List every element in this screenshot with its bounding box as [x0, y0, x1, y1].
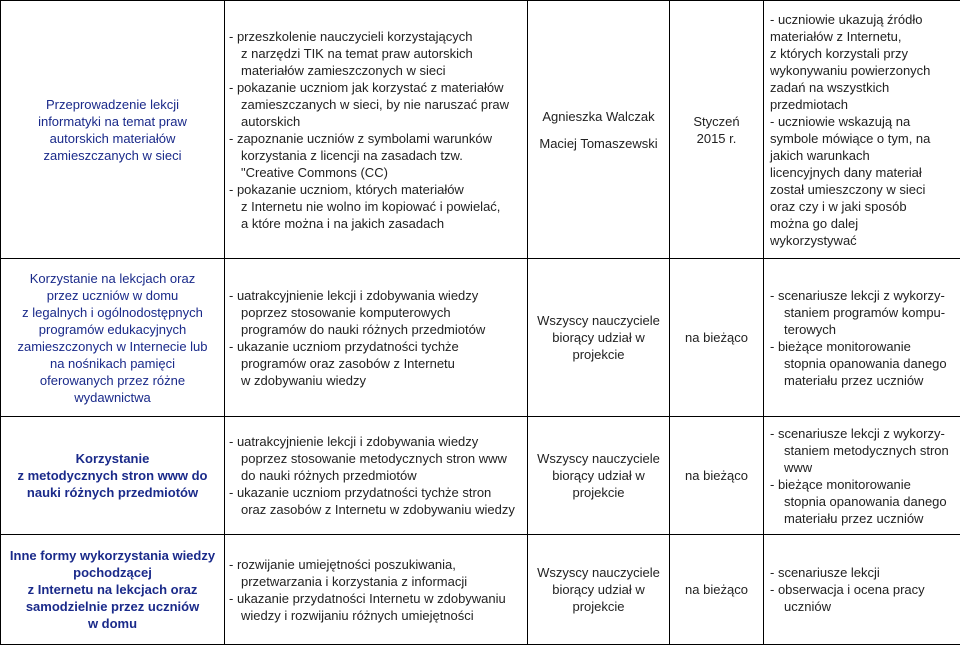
- evaluation-line: - uczniowie wskazują na: [770, 113, 911, 129]
- evaluation-line: symbole mówiące o tym, na: [770, 130, 931, 146]
- deadline-cell: [670, 417, 764, 535]
- topic-line: przez uczniów w domu: [46, 287, 179, 303]
- responsible-cell: [528, 259, 670, 417]
- evaluation-line: uczniów: [784, 599, 831, 614]
- table-row: [1, 417, 960, 535]
- topic-line: oferowanych przez różne: [39, 372, 186, 388]
- evaluation-line: - bieżące monitorowanie: [770, 338, 911, 354]
- topic-cell: [1, 1, 225, 259]
- activity-line: - ukazanie uczniom przydatności tychże stron: [229, 485, 492, 500]
- deadline-cell: [670, 1, 764, 259]
- responsible-line: Wszyscy nauczyciele: [537, 565, 660, 580]
- activity-line: programów oraz zasobów z Internetu: [241, 355, 455, 371]
- evaluation-line: - obserwacja i ocena pracy: [770, 582, 925, 597]
- table-row: [1, 1, 960, 259]
- activity-line: z Internetu nie wolno im kopiować i powielać,: [241, 198, 501, 214]
- responsible-cell: [528, 1, 670, 259]
- topic-line: Korzystanie: [75, 451, 150, 466]
- responsible-cell: [528, 535, 670, 645]
- deadline-line: 2015 r.: [696, 130, 737, 146]
- activity-line: z narzędzi TIK na temat praw autorskich: [241, 45, 473, 61]
- evaluation-line: oraz czy i w jaki sposób: [770, 198, 907, 214]
- activity-line: - przeszkolenie nauczycieli korzystających: [229, 28, 473, 44]
- topic-line: Korzystanie na lekcjach oraz: [29, 270, 196, 286]
- activity-line: zamieszczanych w sieci, by nie naruszać praw: [241, 96, 510, 112]
- activity-line: do nauki różnych przedmiotów: [241, 468, 417, 483]
- deadline-line: na bieżąco: [685, 468, 748, 483]
- activity-line: - pokazanie uczniom, których materiałów: [229, 181, 464, 197]
- table-row: [1, 535, 960, 645]
- evaluation-line: jakich warunkach: [770, 147, 870, 163]
- evaluation-line: został umieszczony w sieci: [770, 181, 926, 197]
- evaluation-cell: [764, 1, 960, 259]
- topic-line: zamieszczanych w sieci: [43, 147, 182, 163]
- responsible-line: projekcie: [572, 485, 625, 500]
- responsible-line: Maciej Tomaszewski: [539, 135, 658, 151]
- responsible-line: biorący udział w: [552, 468, 645, 483]
- evaluation-line: stopnia opanowania danego: [784, 493, 947, 509]
- evaluation-line: można go dalej: [770, 215, 859, 231]
- topic-line: zamieszczonych w Internecie lub: [17, 338, 208, 354]
- activity-line: oraz zasobów z Internetu w zdobywaniu wiedzy: [241, 502, 515, 517]
- topic-line: programów edukacyjnych: [38, 321, 187, 337]
- topic-line: z Internetu na lekcjach oraz: [27, 582, 198, 597]
- activity-line: przetwarzania i korzystania z informacji: [241, 573, 468, 589]
- activity-line: programów do nauki różnych przedmiotów: [241, 321, 486, 337]
- topic-line: na nośnikach pamięci: [49, 355, 176, 371]
- topic-cell: [1, 259, 225, 417]
- evaluation-cell: [764, 417, 960, 535]
- activity-line: autorskich: [241, 113, 301, 129]
- evaluation-line: wykonywaniu powierzonych: [770, 62, 931, 78]
- activity-line: w zdobywaniu wiedzy: [241, 372, 367, 388]
- evaluation-line: materiałów z Internetu,: [770, 28, 902, 44]
- responsible-line: biorący udział w: [552, 330, 645, 345]
- responsible-line: Wszyscy nauczyciele: [537, 451, 660, 466]
- evaluation-line: www: [784, 459, 813, 475]
- responsible-line: projekcie: [572, 599, 625, 614]
- evaluation-line: materiału przez uczniów: [784, 510, 924, 526]
- activity-line: wiedzy i rozwijaniu różnych umiejętności: [241, 607, 474, 623]
- activity-line: a które można i na jakich zasadach: [241, 215, 445, 231]
- evaluation-cell: [764, 535, 960, 645]
- topic-line: Przeprowadzenie lekcji: [46, 96, 179, 112]
- topic-line: pochodzącej: [73, 565, 152, 580]
- evaluation-line: terowych: [784, 321, 837, 337]
- activity-line: "Creative Commons (CC): [241, 164, 388, 180]
- evaluation-cell: [764, 259, 960, 417]
- activity-line: - zapoznanie uczniów z symbolami warunków: [229, 130, 493, 146]
- activity-line: - ukazanie uczniom przydatności tychże: [229, 338, 459, 354]
- activity-line: poprzez stosowanie metodycznych stron www: [241, 451, 507, 466]
- deadline-line: Styczeń: [693, 113, 740, 129]
- evaluation-line: - scenariusze lekcji: [770, 565, 880, 580]
- evaluation-line: przedmiotach: [770, 96, 849, 112]
- activities-cell: [225, 417, 528, 535]
- activity-line: materiałów zamieszczonych w sieci: [241, 62, 446, 78]
- evaluation-line: - scenariusze lekcji z wykorzy-: [770, 287, 945, 303]
- activities-cell: [225, 1, 528, 259]
- evaluation-line: staniem metodycznych stron: [784, 442, 949, 458]
- responsible-line: biorący udział w: [552, 582, 645, 597]
- evaluation-line: - uczniowie ukazują źródło: [770, 11, 923, 27]
- activities-cell: [225, 535, 528, 645]
- activity-line: - pokazanie uczniom jak korzystać z materiałów: [229, 79, 504, 95]
- responsible-line: projekcie: [572, 347, 625, 362]
- deadline-cell: [670, 259, 764, 417]
- topic-line: nauki różnych przedmiotów: [26, 485, 199, 500]
- evaluation-line: - scenariusze lekcji z wykorzy-: [770, 425, 945, 441]
- evaluation-line: staniem programów kompu-: [784, 304, 946, 320]
- topic-line: z legalnych i ogólnodostępnych: [22, 304, 203, 320]
- topic-line: wydawnictwa: [74, 389, 151, 405]
- activities-cell: [225, 259, 528, 417]
- evaluation-line: materiału przez uczniów: [784, 372, 924, 388]
- topic-line: Inne formy wykorzystania wiedzy: [9, 548, 216, 563]
- activity-line: - uatrakcyjnienie lekcji i zdobywania wiedzy: [229, 434, 479, 449]
- activity-line: - uatrakcyjnienie lekcji i zdobywania wiedzy: [229, 287, 479, 303]
- topic-line: w domu: [87, 616, 138, 631]
- activity-line: - ukazanie przydatności Internetu w zdobywaniu: [229, 590, 506, 606]
- evaluation-line: - bieżące monitorowanie: [770, 476, 911, 492]
- table-row: [1, 259, 960, 417]
- topic-line: z metodycznych stron www do: [17, 468, 208, 483]
- topic-line: samodzielnie przez uczniów: [25, 599, 200, 614]
- deadline-cell: [670, 535, 764, 645]
- topic-line: autorskich materiałów: [49, 130, 176, 146]
- deadline-line: na bieżąco: [685, 330, 748, 345]
- activity-line: poprzez stosowanie komputerowych: [241, 304, 451, 320]
- evaluation-line: licencyjnych dany materiał: [770, 164, 922, 180]
- evaluation-line: wykorzystywać: [770, 232, 857, 248]
- topic-cell: [1, 535, 225, 645]
- activity-line: korzystania z licencji na zasadach tzw.: [241, 147, 463, 163]
- responsible-cell: [528, 417, 670, 535]
- topic-line: informatyki na temat praw: [38, 113, 187, 129]
- deadline-line: na bieżąco: [685, 582, 748, 597]
- evaluation-line: stopnia opanowania danego: [784, 355, 947, 371]
- evaluation-line: zadań na wszystkich: [770, 79, 890, 95]
- responsible-line: Agnieszka Walczak: [542, 108, 655, 124]
- evaluation-line: z których korzystali przy: [770, 45, 908, 61]
- topic-cell: [1, 417, 225, 535]
- activity-line: - rozwijanie umiejętności poszukiwania,: [229, 556, 456, 572]
- responsible-line: Wszyscy nauczyciele: [537, 313, 660, 328]
